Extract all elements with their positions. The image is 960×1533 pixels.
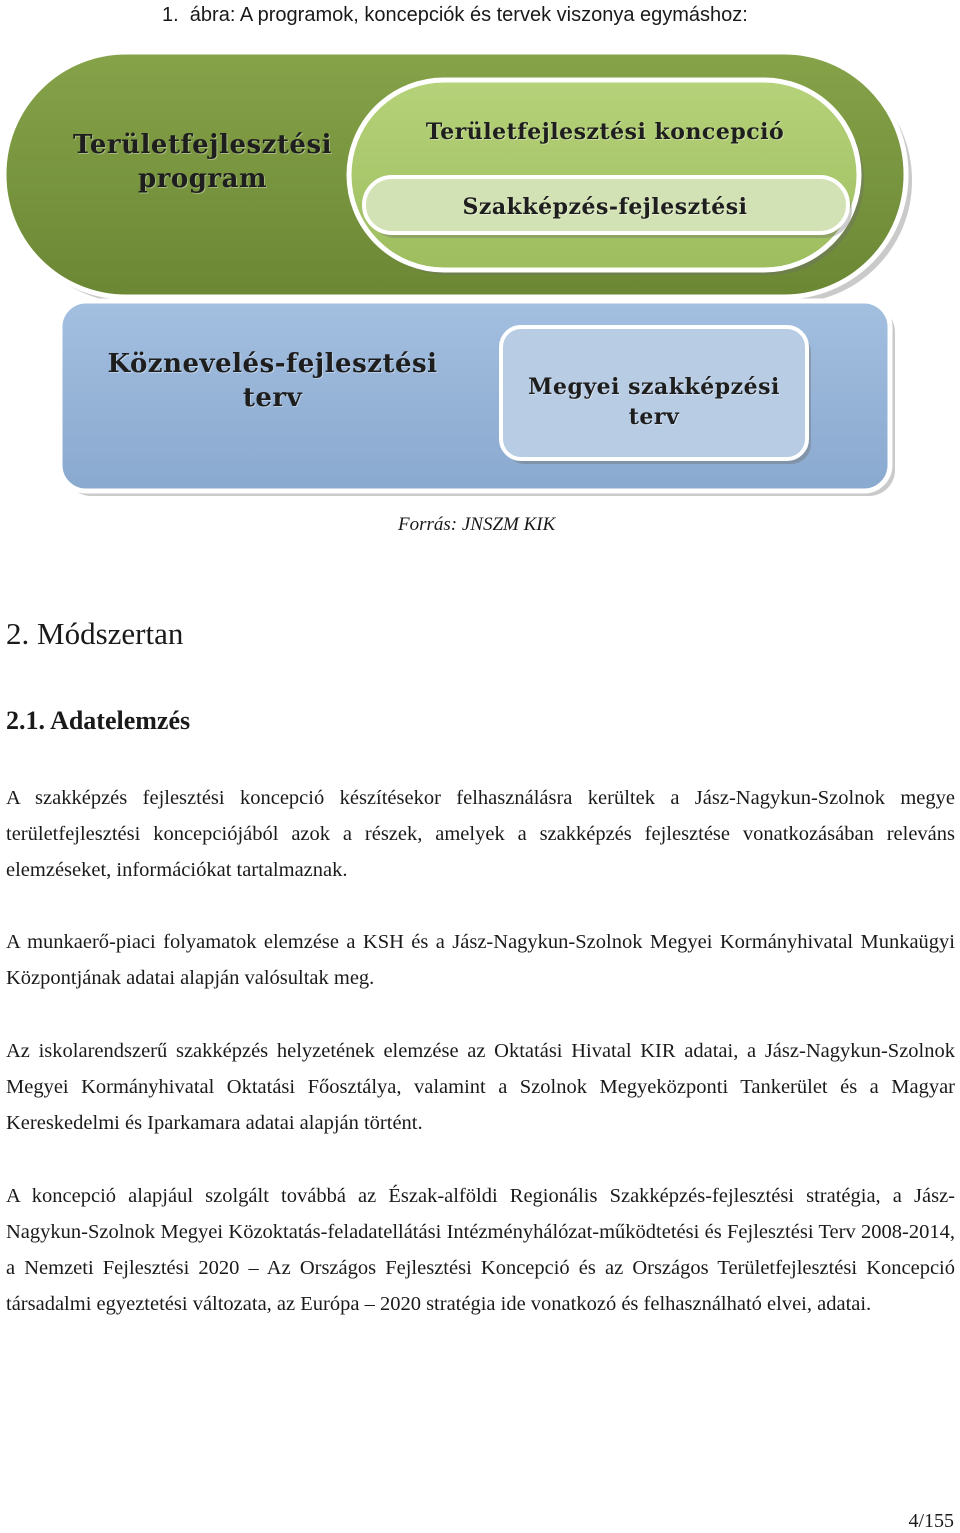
relationship-diagram	[0, 40, 960, 510]
paragraph-4: A koncepció alapjául szolgált továbbá az Észak-alföldi Regionális Szakképzés-fejlesztési stratégia, a Jász-Nagykun-Szolnok Megyei Közoktatás-feladatellátási Intézményhálózat-működtetési és Fejlesztési Terv 2008-2014, a Nemzeti Fejlesztési 2020 – Az Országos Fejlesztési Koncepció és az Országos Területfejlesztési Koncepció társadalmi egyeztetési változata, az Európa – 2020 stratégia ide vonatkozó és felhasználható elvei, adatai.	[6, 1185, 955, 1315]
figure-title: 1. ábra: A programok, koncepciók és tervek viszonya egymáshoz:	[162, 4, 748, 26]
diagram-shapes	[0, 40, 960, 510]
county-vocational-plan-label: Megyei szakképzési terv	[528, 374, 780, 430]
page-number: 4/155	[908, 1510, 954, 1532]
concept-label: Területfejlesztési koncepció	[425, 119, 785, 145]
subsection-heading: 2.1. Adatelemzés	[6, 706, 191, 735]
paragraph-2: A munkaerő-piaci folyamatok elemzése a KSH és a Jász-Nagykun-Szolnok Megyei Kormányhivatal Munkaügyi Központjának adatai alapján valósultak meg.	[6, 931, 955, 989]
paragraph-3: Az iskolarendszerű szakképzés helyzetének elemzése az Oktatási Hivatal KIR adatai, a Jász-Nagykun-Szolnok Megyei Kormányhivatal Oktatási Főosztálya, valamint a Szolnok Megyeközponti Tankerület és a Magyar Kereskedelmi és Iparkamara adatai alapján történt.	[6, 1040, 955, 1134]
section-heading: 2. Módszertan	[6, 616, 184, 651]
program-label: Területfejlesztési program	[73, 130, 332, 194]
figure-source: Forrás: JNSZM KIK	[398, 514, 556, 535]
vocational-concept-label: Szakképzés-fejlesztési	[462, 194, 748, 220]
paragraph-1: A szakképzés fejlesztési koncepció készítésekor felhasználásra kerültek a Jász-Nagykun-Szolnok megye területfejlesztési koncepciójából azok a részek, amelyek a szakképzés fejlesztése vonatkozásában releváns elemzéseket, információkat tartalmaznak.	[6, 787, 955, 881]
public-education-plan-label: Köznevelés-fejlesztési terv	[107, 349, 438, 413]
